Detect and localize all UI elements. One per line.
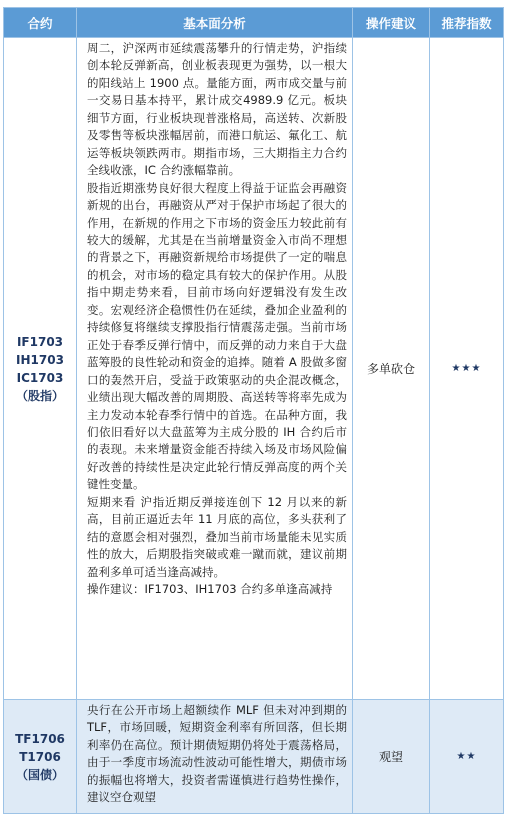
analysis-paragraph: 短期来看 沪指近期反弹接连创下 12 月以来的新高，目前正逼近去年 11 月底的高位，多头获利了结的意愿会相对强烈，叠加当前市场量能未见实质性的放大，后期股指突破或难一蹴而就，建议前期盈利多单可适当逢高减持。 bbox=[87, 494, 347, 579]
analysis-paragraph: 央行在公开市场上超额续作 MLF 但未对冲到期的 TLF，市场回暖，短期资金利率有所回落，但长期利率仍在高位。预计期债短期仍将处于震荡格局，由于一季度市场流动性波动可能性增大，期债市场的振幅也将增大，投资者需谨慎进行趋势性操作，建议空仓观望 bbox=[87, 703, 347, 805]
header-rating: 推荐指数 bbox=[430, 8, 504, 38]
contract-code: IH1703 bbox=[16, 352, 64, 367]
contract-category: （国债） bbox=[15, 767, 64, 782]
operation-cell: 多单砍仓 bbox=[353, 38, 430, 700]
analysis-cell bbox=[77, 38, 353, 700]
contract-code: T1706 bbox=[19, 749, 61, 764]
operation-cell: 观望 bbox=[353, 700, 430, 814]
table-row-stock-index bbox=[4, 38, 504, 700]
contract-cell bbox=[4, 38, 77, 700]
contract-code: TF1706 bbox=[15, 731, 65, 746]
contract-code: IF1703 bbox=[16, 334, 64, 349]
operation-note: 操作建议：IF1703、IH1703 合约多单逢高减持 bbox=[87, 582, 333, 597]
contract-cell bbox=[4, 700, 77, 814]
rating-stars: ★★★ bbox=[430, 38, 504, 700]
analysis-cell bbox=[77, 700, 353, 814]
analysis-paragraph: 股指近期涨势良好很大程度上得益于证监会再融资新规的出台，再融资从严对于保护市场起了很大的作用，在新规的作用之下市场的资金压力较此前有较大的缓解，尤其是在当前增量资金入市尚不理想的背景之下，再融资新规给市场提供了一定的喘息的机会，对市场的稳定具有较大的保护作用。从股指中期走势来看，目前市场向好逻辑没有发生改变。宏观经济企稳惯性仍在延续，叠加企业盈利的持续修复将继续支撑股指行情震荡走强。当前市场正处于春季反弹行情中，而反弹的动力来自于大盘蓝筹股的良性轮动和资金的追捧。随着 A 股做多窗口的轰然开启，受益于政策驱动的央企混改概念，业绩出现大幅改善的周期股、高送转等将率先成为主力发动本轮春季行情中的首选。在品种方面，我们依旧看好以大盘蓝筹为主成分股的 IH 合约后市的表现。未来增量资金能否持续入场及市场风险偏好改善的持续性是决定此轮行情反弹高度的两个关键性变量。 bbox=[87, 180, 347, 492]
header-row bbox=[4, 8, 504, 38]
contract-code: IC1703 bbox=[16, 370, 64, 385]
rating-stars: ★★ bbox=[430, 700, 504, 814]
table-row-treasury bbox=[4, 700, 504, 814]
header-contract: 合约 bbox=[4, 8, 77, 38]
header-operation: 操作建议 bbox=[353, 8, 430, 38]
header-analysis: 基本面分析 bbox=[77, 8, 353, 38]
analysis-paragraph: 周二，沪深两市延续震荡攀升的行情走势，沪指续创本轮反弹新高，创业板表现更为强势，以一根大的阳线站上 1900 点。量能方面，两市成交量与前一交易日基本持平，累计成交4989.9 亿元。板块细节方面，行业板块现普涨格局，高送转、次新股及零售等板块涨幅居前，而港口航运、氟化工、航运等板块领跌两市。期指市场，三大期指主力合约全线收涨，IC 合约涨幅靠前。 bbox=[87, 41, 347, 178]
contract-category: （股指） bbox=[15, 388, 64, 403]
analysis-table bbox=[3, 7, 504, 814]
